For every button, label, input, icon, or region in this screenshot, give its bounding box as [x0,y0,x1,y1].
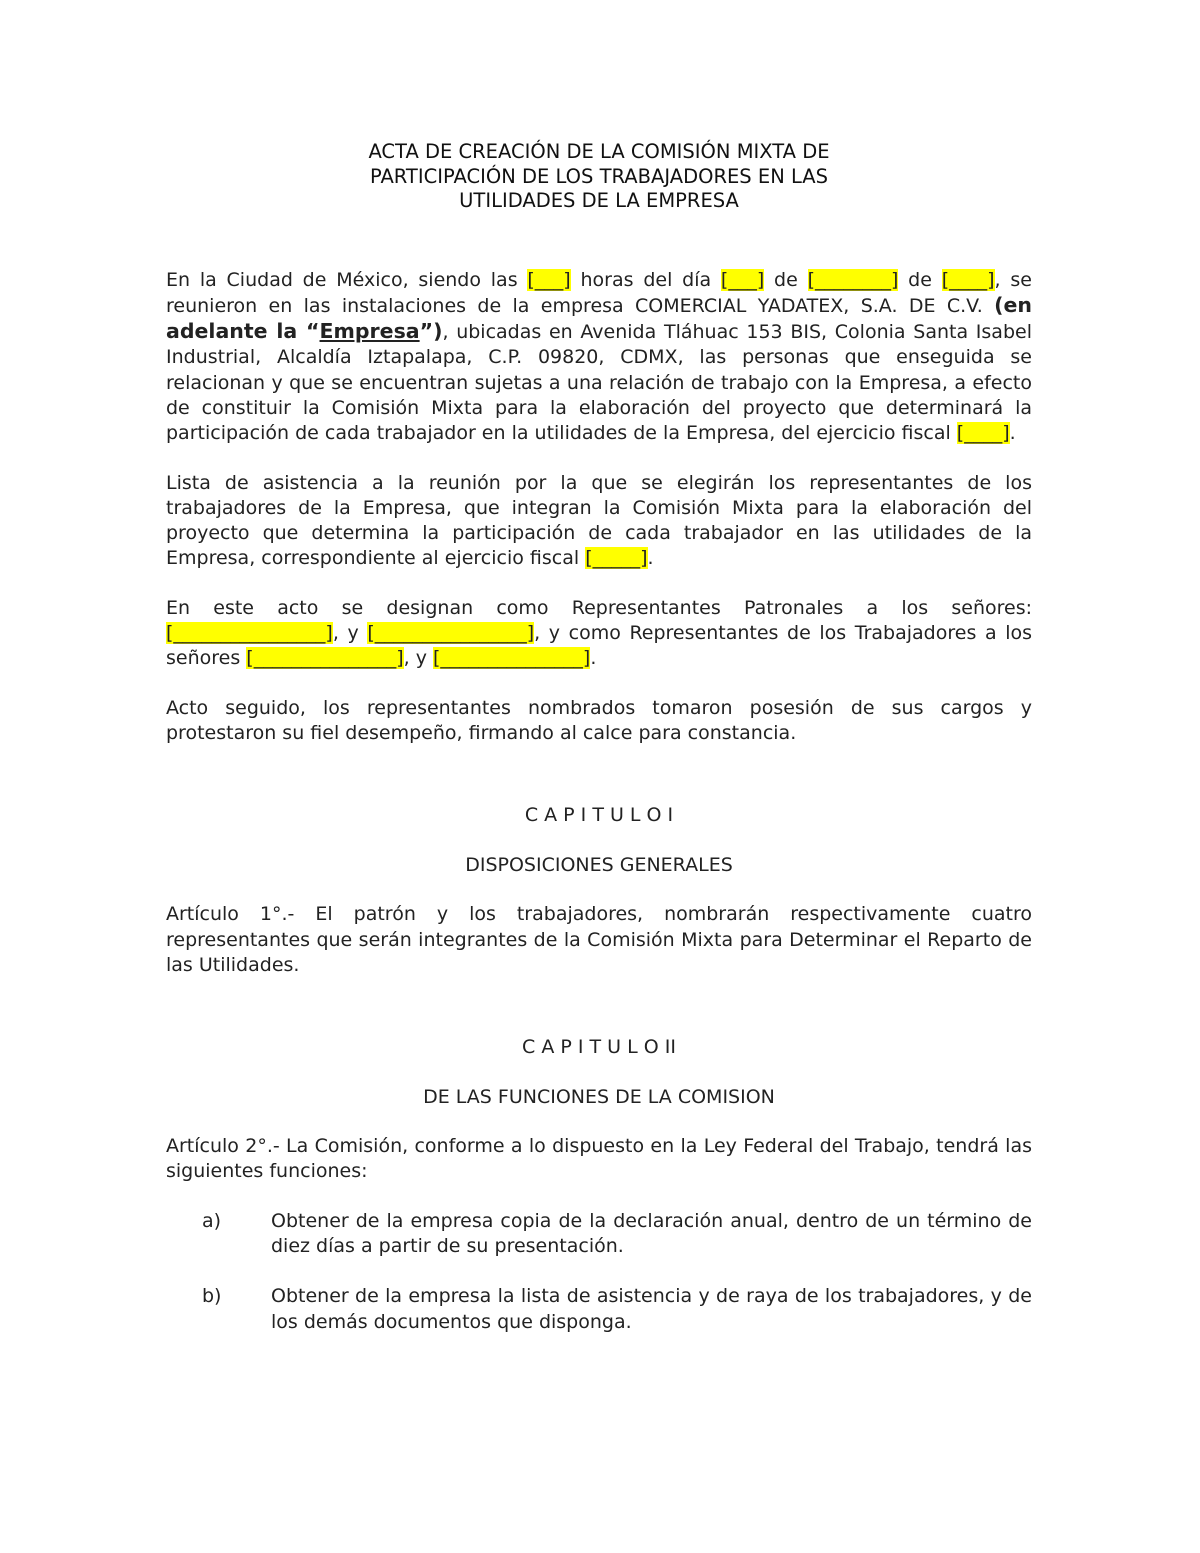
designan-text: , y como Representantes de los Trabajadores a los señores [166,622,1032,670]
blank-mes: [________] [807,268,899,291]
intro-text: de [764,268,808,291]
blank-ejercicio-lista: [_____] [585,547,648,570]
designan-text: , y [403,647,433,670]
blank-patronal-2: [________________] [367,622,535,645]
intro-text: , ubicadas en Avenida Tláhuac 153 BIS, Colonia Santa Isabel Industrial, Alcaldía Iztapalapa, C.P. 09820, CDMX, las personas que enseguida se relacionan y que se encuentran sujetas a una relación de trabajo con la Empresa, a efecto de constituir la Comisión Mixta para la elaboración del proyecto que determinará la participación de cada trabajador en la utilidades de la Empresa, del ejercicio fiscal [166,321,1032,445]
intro-text: En la Ciudad de México, siendo las [166,268,528,291]
designan-text: En este acto se designan como Representantes Patronales a los señores: [166,596,1032,619]
list-item [166,1284,1032,1335]
document-content [166,140,1032,1360]
acto-paragraph: Acto seguido, los representantes nombrados tomaron posesión de sus cargos y protestaron su fiel desempeño, firmando al calce para constancia. [166,696,1032,744]
list-item [166,1209,1032,1260]
empresa-open: (en adelante la “ [166,292,1032,344]
empresa-term: Empresa [319,319,420,344]
intro-text: , se reunieron en las instalaciones de la empresa COMERCIAL YADATEX, S.A. DE C.V. [166,268,1032,317]
intro-text: de [898,268,942,291]
blank-trabajador-2: [_______________] [432,647,591,670]
chapter-1-subheading: DISPOSICIONES GENERALES [465,854,733,877]
lista-paragraph [166,471,1032,572]
chapter-2-subheading: DE LAS FUNCIONES DE LA COMISION [423,1086,775,1109]
list-marker: a) [202,1209,222,1232]
article-2: Artículo 2°.- La Comisión, conforme a lo dispuesto en la Ley Federal del Trabajo, tendrá las siguientes funciones: [166,1135,1032,1183]
intro-paragraph [166,268,1032,447]
designan-paragraph [166,596,1032,672]
designan-text: . [590,647,597,670]
blank-dia: [___] [720,268,765,291]
title-line-2: PARTICIPACIÓN DE LOS TRABAJADORES EN LAS [369,164,829,188]
intro-text: horas del día [570,268,721,291]
blank-anio: [____] [941,268,995,291]
blank-trabajador-1: [_______________] [246,647,404,670]
list-marker: b) [202,1285,222,1308]
article-1: Artículo 1°.- El patrón y los trabajadores, nombrarán respectivamente cuatro representantes que serán integrantes de la Comisión Mixta para Determinar el Reparto de las Utilidades. [166,903,1032,976]
lista-text: . [647,547,654,570]
chapter-2-heading: C A P I T U L O II [522,1036,676,1059]
title-line-1: ACTA DE CREACIÓN DE LA COMISIÓN MIXTA DE [368,140,830,163]
lista-text: Lista de asistencia a la reunión por la que se elegirán los representantes de los trabajadores de la Empresa, que integran la Comisión Mixta para la elaboración del proyecto que determina la participación de cada trabajador en las utilidades de la Empresa, correspondiente al ejercicio fiscal [166,471,1032,570]
empresa-close: ”) [419,319,443,344]
blank-horas: [___] [527,268,571,291]
document-title [166,140,1032,214]
intro-text: . [1009,422,1016,445]
list-item-text: Obtener de la empresa la lista de asistencia y de raya de los trabajadores, y de los demás documentos que disponga. [271,1285,1032,1333]
title-line-3: UTILIDADES DE LA EMPRESA [459,189,739,212]
blank-patronal-1: [________________] [166,622,333,645]
designan-text: , y [332,622,368,645]
list-item-text: Obtener de la empresa copia de la declaración anual, dentro de un término de diez días a partir de su presentación. [271,1209,1032,1258]
chapter-1-heading: C A P I T U L O I [524,804,674,827]
blank-ejercicio: [____] [956,422,1010,445]
